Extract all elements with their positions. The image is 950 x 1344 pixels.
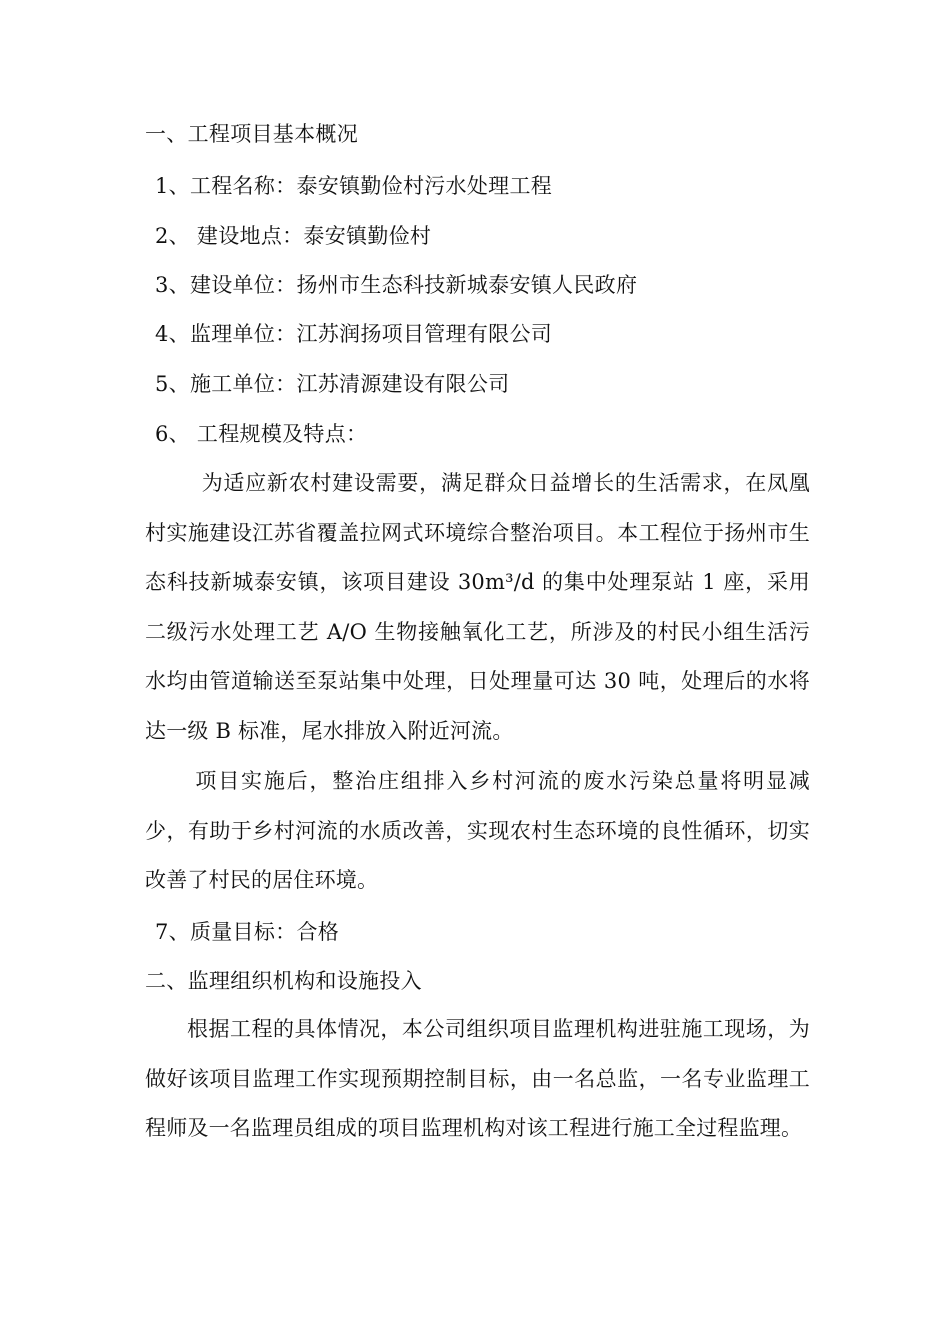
item-quality-target: 7、质量目标：合格 [155, 920, 340, 944]
item-project-name: 1、工程名称：泰安镇勤俭村污水处理工程 [155, 174, 553, 198]
section-heading-overview: 一、工程项目基本概况 [145, 122, 358, 146]
item-construction-unit: 3、建设单位：扬州市生态科技新城泰安镇人民政府 [155, 273, 638, 297]
item-construction-site: 2、 建设地点：泰安镇勤俭村 [155, 224, 432, 248]
item-supervision-unit: 4、监理单位：江苏润扬项目管理有限公司 [155, 322, 553, 346]
paragraph-organization: 根据工程的具体情况，本公司组织项目监理机构进驻施工现场，为做好该项目监理工作实现预期控制目标，由一名总监，一名专业监理工程师及一名监理员组成的项目监理机构对该工程进行施工全过程监理。 [145, 1017, 810, 1140]
paragraph-project-benefits: 项目实施后，整治庄组排入乡村河流的废水污染总量将明显减少，有助于乡村河流的水质改善，实现农村生态环境的良性循环，切实改善了村民的居住环境。 [145, 769, 810, 892]
section-heading-organization: 二、监理组织机构和设施投入 [145, 969, 422, 993]
item-contractor-unit: 5、施工单位：江苏清源建设有限公司 [155, 372, 510, 396]
paragraph-project-description: 为适应新农村建设需要，满足群众日益增长的生活需求，在凤凰村实施建设江苏省覆盖拉网式环境综合整治项目。本工程位于扬州市生态科技新城泰安镇，该项目建设 30m³/d 的集中处理泵站 1 座，采用二级污水处理工艺 A/O 生物接触氧化工艺，所涉及的村民小组生活污水均由管道输送至泵站集中处理，日处理量可达 30 吨，处理后的水将达一级 B 标准，尾水排放入附近河流。 [145, 471, 810, 743]
item-scale-features: 6、 工程规模及特点： [155, 422, 368, 446]
